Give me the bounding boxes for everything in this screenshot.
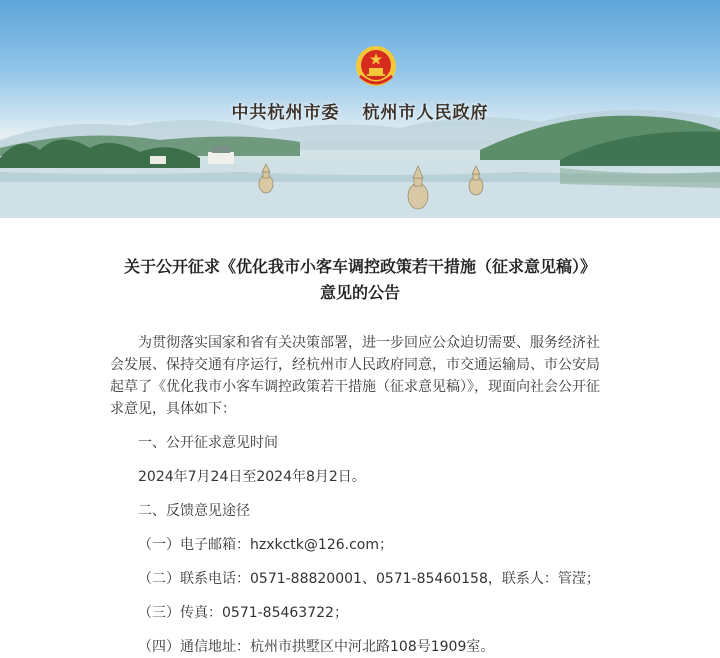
- article-body: [0, 254, 720, 658]
- fax-line: （三）传真：0571-85463722；: [138, 605, 348, 621]
- section1-heading: 一、公开征求意见时间: [138, 435, 278, 451]
- org-government-name: 杭州市人民政府: [362, 103, 489, 123]
- national-emblem-icon: [352, 44, 400, 90]
- email-line: （一）电子邮箱：hzxkctk@126.com；: [138, 537, 393, 553]
- header-banner: [0, 0, 720, 218]
- section1-body: 2024年7月24日至2024年8月2日。: [138, 469, 366, 485]
- org-party-name: 中共杭州市委: [231, 103, 340, 123]
- section2-heading: 二、反馈意见途径: [138, 503, 250, 519]
- address-line: （四）通信地址：杭州市拱墅区中河北路108号1909室。: [138, 639, 495, 655]
- article-title: 关于公开征求《优化我市小客车调控政策若干措施（征求意见稿）》意见的公告: [123, 257, 596, 302]
- phone-line: （二）联系电话：0571-88820001、0571-85460158，联系人：管滢；: [138, 571, 600, 587]
- banner-title: [0, 98, 720, 123]
- intro-paragraph: 为贯彻落实国家和省有关决策部署，进一步回应公众迫切需要、服务经济社会发展、保持交通有序运行，经杭州市人民政府同意，市交通运输局、市公安局起草了《优化我市小客车调控政策若干措施（征求意见稿）》，现面向社会公开征求意见，具体如下：: [110, 335, 600, 417]
